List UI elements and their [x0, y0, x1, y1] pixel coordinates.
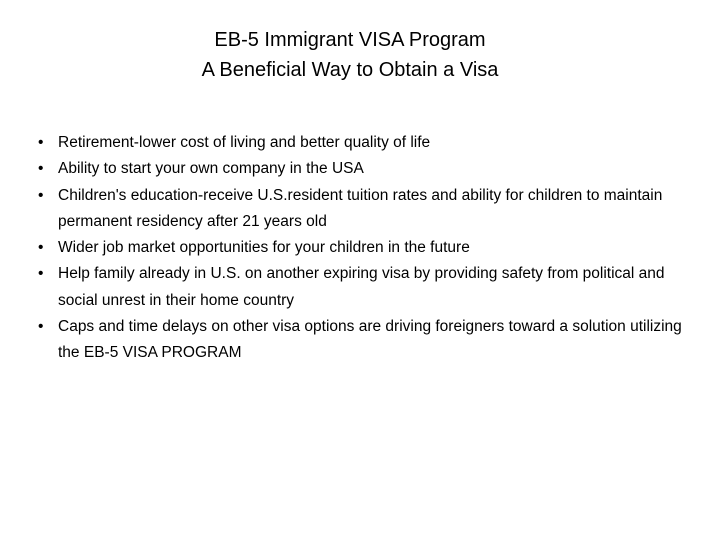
bullet-icon: • [38, 265, 44, 283]
title-line-2: A Beneficial Way to Obtain a Visa [201, 59, 499, 81]
bullet-text: Caps and time delays on other visa options are driving foreigners toward a solution utilizing the EB-5 VISA PROGRAM [58, 318, 682, 362]
bullet-list [38, 130, 688, 367]
bullet-icon: • [38, 186, 44, 204]
bullet-icon: • [38, 239, 44, 257]
title-line-1: EB-5 Immigrant VISA Program [214, 29, 486, 51]
bullet-item [38, 261, 688, 314]
bullet-item [38, 314, 688, 367]
bullet-text: Children's education-receive U.S.resident tuition rates and ability for children to maintain permanent residency after 21 years old [58, 186, 663, 230]
bullet-icon: • [38, 318, 44, 336]
bullet-item [38, 235, 688, 261]
bullet-item [38, 183, 688, 236]
bullet-text: Help family already in U.S. on another expiring visa by providing safety from political and social unrest in their home country [58, 265, 665, 309]
bullet-icon: • [38, 160, 44, 178]
bullet-text: Wider job market opportunities for your children in the future [58, 239, 470, 257]
bullet-item [38, 130, 688, 156]
slide-title [180, 25, 520, 85]
bullet-icon: • [38, 134, 44, 151]
bullet-item [38, 156, 688, 182]
bullet-text: Ability to start your own company in the USA [58, 160, 364, 178]
bullet-text: Retirement-lower cost of living and better quality of life [58, 134, 431, 151]
